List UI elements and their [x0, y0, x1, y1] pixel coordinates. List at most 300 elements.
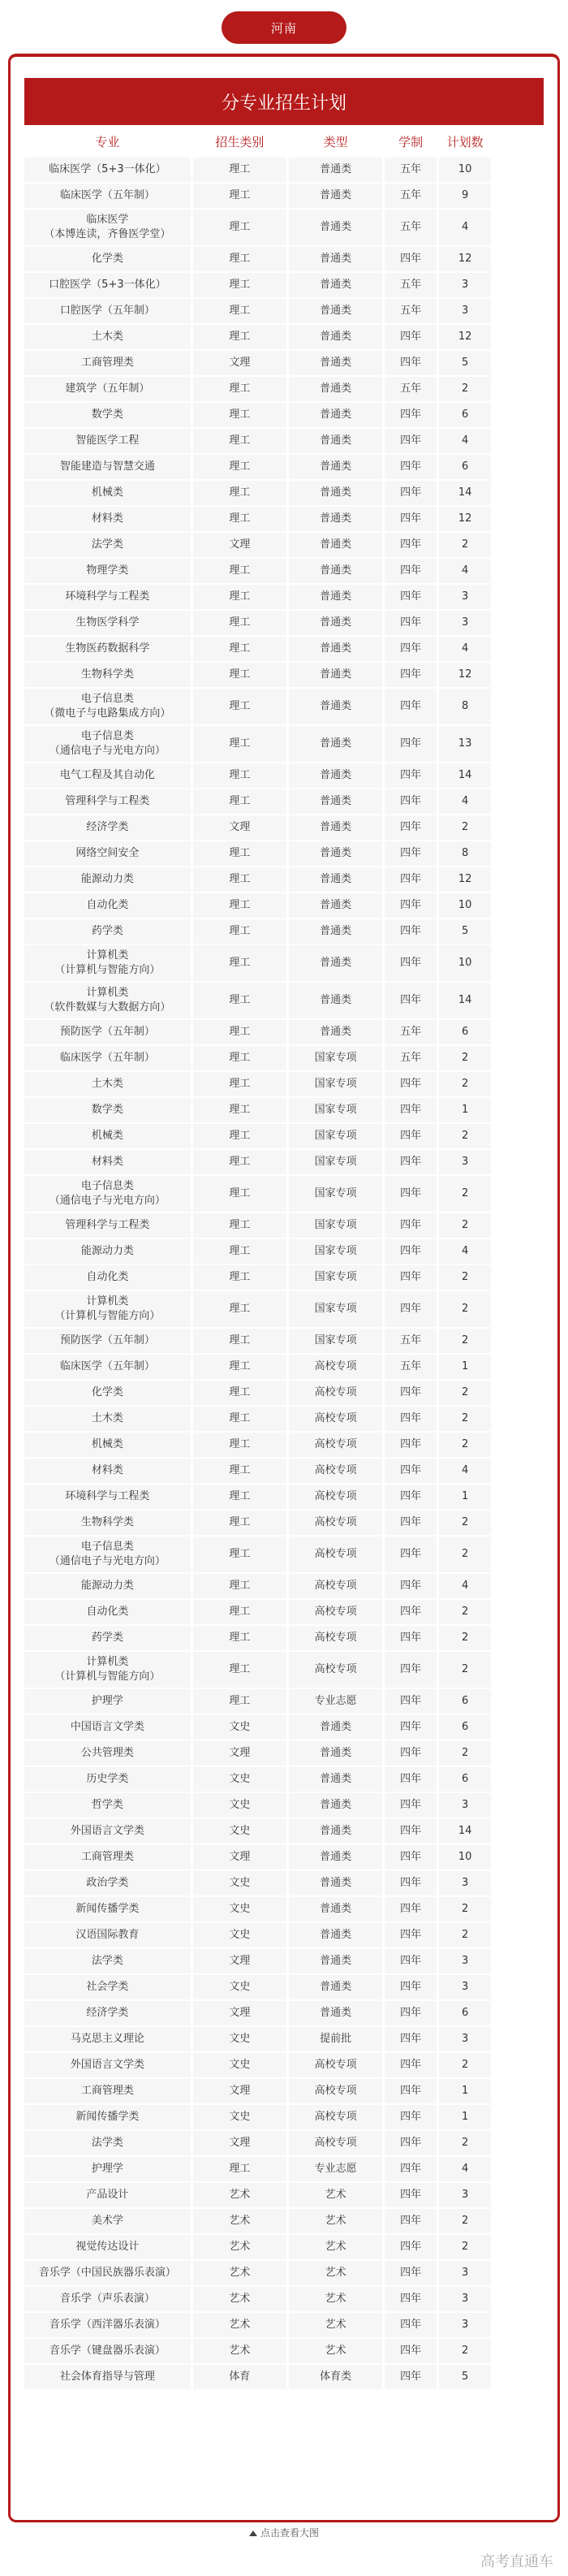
cell-duration: 四年: [385, 1098, 437, 1122]
cell-major: 计算机类 （计算机与智能方向）: [24, 1652, 191, 1688]
cell-category: 理工: [193, 1626, 286, 1650]
cell-quota: 4: [439, 559, 491, 583]
cell-type: 普通类: [289, 429, 382, 453]
cell-quota: 4: [439, 1239, 491, 1264]
cell-type: 普通类: [289, 611, 382, 635]
cell-category: 理工: [193, 429, 286, 453]
cell-quota: 2: [439, 533, 491, 557]
cell-duration: 四年: [385, 1600, 437, 1624]
table-row: [24, 1793, 544, 1819]
cell-quota: 10: [439, 158, 491, 182]
table-row: [24, 1407, 544, 1433]
cell-category: 理工: [193, 1329, 286, 1353]
cell-quota: 12: [439, 507, 491, 531]
cell-category: 理工: [193, 1537, 286, 1572]
cell-major: 材料类: [24, 1459, 191, 1483]
cell-duration: 四年: [385, 893, 437, 918]
cell-duration: 四年: [385, 1291, 437, 1327]
cell-type: 普通类: [289, 210, 382, 245]
cell-quota: 2: [439, 1433, 491, 1457]
cell-category: 文史: [193, 1793, 286, 1817]
cell-category: 理工: [193, 299, 286, 323]
cell-type: 普通类: [289, 919, 382, 944]
cell-type: 艺术: [289, 2287, 382, 2311]
cell-duration: 四年: [385, 429, 437, 453]
cell-type: 普通类: [289, 585, 382, 609]
cell-type: 普通类: [289, 1923, 382, 1947]
cell-major: 临床医学（五年制）: [24, 1355, 191, 1379]
cell-major: 管理科学与工程类: [24, 1213, 191, 1238]
cell-major: 自动化类: [24, 1600, 191, 1624]
cell-quota: 8: [439, 841, 491, 866]
cell-type: 国家专项: [289, 1150, 382, 1174]
cell-quota: 3: [439, 1871, 491, 1895]
cell-type: 高校专项: [289, 2131, 382, 2155]
table-row: [24, 1767, 544, 1793]
table-row: [24, 273, 544, 299]
cell-major: 能源动力类: [24, 1574, 191, 1598]
cell-major: 法学类: [24, 1949, 191, 1973]
cell-category: 文理: [193, 1741, 286, 1766]
cell-quota: 5: [439, 351, 491, 375]
table-row: [24, 2001, 544, 2027]
cell-type: 普通类: [289, 1975, 382, 1999]
cell-type: 专业志愿: [289, 2157, 382, 2181]
cell-duration: 四年: [385, 663, 437, 687]
cell-duration: 四年: [385, 1176, 437, 1212]
cell-quota: 3: [439, 1949, 491, 1973]
cell-type: 国家专项: [289, 1098, 382, 1122]
cell-duration: 四年: [385, 815, 437, 840]
cell-type: 普通类: [289, 247, 382, 271]
table-row: [24, 2287, 544, 2313]
cell-category: 理工: [193, 841, 286, 866]
cell-category: 文理: [193, 2001, 286, 2025]
cell-type: 普通类: [289, 1715, 382, 1740]
col-quota: 计划数: [446, 134, 484, 149]
cell-type: 国家专项: [289, 1124, 382, 1148]
cell-duration: 五年: [385, 1046, 437, 1070]
cell-type: 国家专项: [289, 1046, 382, 1070]
cell-quota: 3: [439, 585, 491, 609]
cell-type: 普通类: [289, 559, 382, 583]
cell-major: 土木类: [24, 325, 191, 349]
cell-quota: 3: [439, 1793, 491, 1817]
cell-major: 临床医学（五年制）: [24, 184, 191, 208]
cell-major: 环境科学与工程类: [24, 1485, 191, 1509]
cell-duration: 四年: [385, 689, 437, 724]
cell-quota: 2: [439, 1329, 491, 1353]
table-row: [24, 247, 544, 273]
cell-category: 理工: [193, 1652, 286, 1688]
cell-quota: 2: [439, 2235, 491, 2259]
cell-type: 高校专项: [289, 1381, 382, 1405]
table-row: [24, 1715, 544, 1741]
cell-quota: 14: [439, 481, 491, 505]
table-row: [24, 559, 544, 585]
cell-duration: 四年: [385, 2209, 437, 2233]
cell-major: 管理科学与工程类: [24, 789, 191, 814]
cell-major: 护理学: [24, 2157, 191, 2181]
cell-category: 理工: [193, 1433, 286, 1457]
cell-quota: 2: [439, 2209, 491, 2233]
province-tab[interactable]: 河南: [222, 11, 346, 44]
cell-type: 国家专项: [289, 1291, 382, 1327]
cell-major: 临床医学（5+3一体化）: [24, 158, 191, 182]
table-row: [24, 2365, 544, 2391]
cell-major: 电子信息类 （通信电子与光电方向）: [24, 726, 191, 762]
cell-duration: 四年: [385, 247, 437, 271]
cell-duration: 五年: [385, 210, 437, 245]
table-row: [24, 1949, 544, 1975]
cell-quota: 12: [439, 663, 491, 687]
cell-quota: 12: [439, 325, 491, 349]
cell-quota: 2: [439, 377, 491, 401]
cell-major: 政治学类: [24, 1871, 191, 1895]
table-row: [24, 2105, 544, 2131]
cell-type: 艺术: [289, 2183, 382, 2207]
cell-major: 化学类: [24, 1381, 191, 1405]
cell-duration: 五年: [385, 184, 437, 208]
cell-category: 理工: [193, 637, 286, 661]
cell-major: 土木类: [24, 1072, 191, 1096]
cell-major: 口腔医学（五年制）: [24, 299, 191, 323]
cell-major: 法学类: [24, 2131, 191, 2155]
cell-duration: 四年: [385, 351, 437, 375]
cell-type: 普通类: [289, 637, 382, 661]
cell-quota: 2: [439, 1046, 491, 1070]
cell-type: 普通类: [289, 184, 382, 208]
cell-type: 普通类: [289, 533, 382, 557]
table-row: [24, 611, 544, 637]
cell-duration: 五年: [385, 1020, 437, 1044]
cell-quota: 2: [439, 1381, 491, 1405]
cell-quota: 2: [439, 1897, 491, 1921]
cell-duration: 四年: [385, 1923, 437, 1947]
cell-major: 药学类: [24, 1626, 191, 1650]
cell-major: 生物医学科学: [24, 611, 191, 635]
cell-quota: 3: [439, 2313, 491, 2337]
cell-major: 自动化类: [24, 1265, 191, 1290]
cell-duration: 四年: [385, 2235, 437, 2259]
cell-major: 药学类: [24, 919, 191, 944]
cell-quota: 6: [439, 1689, 491, 1714]
cell-duration: 四年: [385, 945, 437, 981]
cell-category: 理工: [193, 919, 286, 944]
table-row: [24, 983, 544, 1020]
cell-duration: 四年: [385, 2287, 437, 2311]
cell-duration: 四年: [385, 1433, 437, 1457]
cell-type: 普通类: [289, 1897, 382, 1921]
cell-major: 能源动力类: [24, 867, 191, 892]
cell-type: 普通类: [289, 325, 382, 349]
cell-major: 新闻传播学类: [24, 2105, 191, 2129]
table-row: [24, 1329, 544, 1355]
table-row: [24, 585, 544, 611]
cell-type: 普通类: [289, 158, 382, 182]
cell-duration: 四年: [385, 1124, 437, 1148]
cell-quota: 10: [439, 945, 491, 981]
cell-category: 理工: [193, 1150, 286, 1174]
table-row: [24, 1098, 544, 1124]
cell-type: 普通类: [289, 1949, 382, 1973]
cell-major: 环境科学与工程类: [24, 585, 191, 609]
cell-duration: 四年: [385, 726, 437, 762]
cell-quota: 6: [439, 1767, 491, 1792]
cell-type: 普通类: [289, 403, 382, 427]
cell-duration: 四年: [385, 559, 437, 583]
cell-type: 高校专项: [289, 1537, 382, 1572]
cell-category: 理工: [193, 1459, 286, 1483]
table-header: [24, 125, 544, 158]
cell-major: 计算机类 （计算机与智能方向）: [24, 1291, 191, 1327]
cell-category: 文理: [193, 351, 286, 375]
cell-duration: 四年: [385, 1459, 437, 1483]
table-row: [24, 1897, 544, 1923]
cell-category: 理工: [193, 1072, 286, 1096]
table-row: [24, 1459, 544, 1485]
cell-duration: 四年: [385, 2131, 437, 2155]
cell-duration: 四年: [385, 2313, 437, 2337]
cell-major: 电气工程及其自动化: [24, 763, 191, 788]
cell-duration: 四年: [385, 2157, 437, 2181]
table-row: [24, 1239, 544, 1265]
cell-quota: 6: [439, 1020, 491, 1044]
cell-category: 文理: [193, 2131, 286, 2155]
cell-category: 文史: [193, 1871, 286, 1895]
cell-duration: 四年: [385, 1537, 437, 1572]
cell-major: 数学类: [24, 1098, 191, 1122]
cell-duration: 四年: [385, 533, 437, 557]
cell-quota: 4: [439, 2157, 491, 2181]
table-row: [24, 210, 544, 247]
cell-type: 普通类: [289, 983, 382, 1018]
cell-duration: 四年: [385, 763, 437, 788]
cell-major: 外国语言文学类: [24, 2053, 191, 2077]
cell-type: 国家专项: [289, 1329, 382, 1353]
cell-duration: 四年: [385, 1265, 437, 1290]
cell-major: 预防医学（五年制）: [24, 1329, 191, 1353]
cell-duration: 五年: [385, 273, 437, 297]
cell-major: 产品设计: [24, 2183, 191, 2207]
cell-type: 普通类: [289, 507, 382, 531]
cell-major: 法学类: [24, 533, 191, 557]
cell-major: 音乐学（声乐表演）: [24, 2287, 191, 2311]
table-row: [24, 1291, 544, 1329]
cell-major: 建筑学（五年制）: [24, 377, 191, 401]
cell-major: 音乐学（西洋器乐表演）: [24, 2313, 191, 2337]
table-row: [24, 2209, 544, 2235]
cell-category: 理工: [193, 403, 286, 427]
cell-type: 普通类: [289, 1767, 382, 1792]
cell-major: 经济学类: [24, 815, 191, 840]
cell-duration: 四年: [385, 983, 437, 1018]
cell-type: 普通类: [289, 841, 382, 866]
cell-quota: 2: [439, 1511, 491, 1535]
cell-quota: 3: [439, 2261, 491, 2285]
cell-duration: 四年: [385, 2053, 437, 2077]
cell-quota: 2: [439, 1124, 491, 1148]
table-row: [24, 2183, 544, 2209]
cell-quota: 10: [439, 1845, 491, 1869]
cell-category: 理工: [193, 726, 286, 762]
cell-major: 哲学类: [24, 1793, 191, 1817]
cell-category: 文史: [193, 1819, 286, 1843]
cell-category: 理工: [193, 507, 286, 531]
cell-category: 理工: [193, 663, 286, 687]
cell-quota: 3: [439, 1975, 491, 1999]
col-major: 专业: [95, 134, 120, 149]
table-row: [24, 841, 544, 867]
table-row: [24, 1176, 544, 1213]
cell-quota: 2: [439, 2131, 491, 2155]
cell-type: 高校专项: [289, 1485, 382, 1509]
cell-quota: 3: [439, 611, 491, 635]
cell-major: 材料类: [24, 507, 191, 531]
cell-category: 理工: [193, 1511, 286, 1535]
table-row: [24, 533, 544, 559]
cell-type: 普通类: [289, 1020, 382, 1044]
cell-quota: 2: [439, 1213, 491, 1238]
cell-duration: 五年: [385, 1355, 437, 1379]
cell-duration: 四年: [385, 585, 437, 609]
cell-duration: 四年: [385, 2001, 437, 2025]
table-row: [24, 689, 544, 726]
cell-category: 文史: [193, 2105, 286, 2129]
cell-duration: 五年: [385, 1329, 437, 1353]
cell-type: 普通类: [289, 815, 382, 840]
table-row: [24, 1975, 544, 2001]
cell-type: 普通类: [289, 726, 382, 762]
cell-major: 马克思主义理论: [24, 2027, 191, 2051]
table-row: [24, 184, 544, 210]
cell-major: 材料类: [24, 1150, 191, 1174]
cell-duration: 四年: [385, 1150, 437, 1174]
cell-major: 计算机类 （软件数媒与大数据方向）: [24, 983, 191, 1018]
cell-category: 艺术: [193, 2235, 286, 2259]
cell-category: 文史: [193, 2027, 286, 2051]
cell-duration: 四年: [385, 2079, 437, 2103]
cell-duration: 四年: [385, 2027, 437, 2051]
table-row: [24, 1265, 544, 1291]
cell-type: 国家专项: [289, 1072, 382, 1096]
table-row: [24, 893, 544, 919]
cell-duration: 四年: [385, 2261, 437, 2285]
cell-category: 文理: [193, 815, 286, 840]
cell-category: 理工: [193, 325, 286, 349]
cell-major: 电子信息类 （通信电子与光电方向）: [24, 1176, 191, 1212]
cell-category: 理工: [193, 1407, 286, 1431]
cell-category: 艺术: [193, 2339, 286, 2363]
table-row: [24, 1819, 544, 1845]
cell-quota: 2: [439, 1537, 491, 1572]
table-row: [24, 2339, 544, 2365]
table-row: [24, 1150, 544, 1176]
cell-type: 普通类: [289, 867, 382, 892]
cell-category: 理工: [193, 1020, 286, 1044]
col-category: 招生类别: [215, 134, 265, 149]
cell-category: 理工: [193, 481, 286, 505]
table-row: [24, 1626, 544, 1652]
cell-type: 高校专项: [289, 2105, 382, 2129]
cell-quota: 3: [439, 2287, 491, 2311]
plan-table: [24, 158, 544, 2391]
cell-category: 理工: [193, 2157, 286, 2181]
table-row: [24, 1741, 544, 1767]
cell-category: 理工: [193, 559, 286, 583]
table-row: [24, 351, 544, 377]
cell-category: 理工: [193, 1485, 286, 1509]
cell-duration: 四年: [385, 2339, 437, 2363]
cell-category: 文理: [193, 533, 286, 557]
cell-major: 临床医学 （本博连读，齐鲁医学堂）: [24, 210, 191, 245]
table-row: [24, 1511, 544, 1537]
cell-major: 工商管理类: [24, 2079, 191, 2103]
cell-duration: 四年: [385, 1072, 437, 1096]
cell-quota: 6: [439, 2001, 491, 2025]
cell-major: 美术学: [24, 2209, 191, 2233]
cell-category: 文史: [193, 1897, 286, 1921]
cell-duration: 四年: [385, 1652, 437, 1688]
cell-major: 历史学类: [24, 1767, 191, 1792]
table-row: [24, 1574, 544, 1600]
cell-quota: 6: [439, 1715, 491, 1740]
cell-duration: 四年: [385, 1485, 437, 1509]
cell-type: 专业志愿: [289, 1689, 382, 1714]
cell-duration: 四年: [385, 2183, 437, 2207]
cell-category: 体育: [193, 2365, 286, 2389]
table-row: [24, 1213, 544, 1239]
cell-category: 文史: [193, 1715, 286, 1740]
cell-duration: 四年: [385, 1511, 437, 1535]
cell-quota: 6: [439, 403, 491, 427]
cell-category: 艺术: [193, 2261, 286, 2285]
cell-major: 工商管理类: [24, 1845, 191, 1869]
table-row: [24, 763, 544, 789]
table-row: [24, 2079, 544, 2105]
cell-category: 理工: [193, 1600, 286, 1624]
table-row: [24, 1355, 544, 1381]
cell-quota: 2: [439, 1741, 491, 1766]
cell-duration: 四年: [385, 919, 437, 944]
cell-type: 普通类: [289, 481, 382, 505]
table-row: [24, 1537, 544, 1574]
table-row: [24, 1871, 544, 1897]
cell-type: 艺术: [289, 2235, 382, 2259]
table-title: 分专业招生计划: [24, 78, 544, 125]
cell-major: 物理学类: [24, 559, 191, 583]
cell-major: 预防医学（五年制）: [24, 1020, 191, 1044]
table-row: [24, 663, 544, 689]
table-row: [24, 2053, 544, 2079]
cell-quota: 10: [439, 893, 491, 918]
cell-major: 临床医学（五年制）: [24, 1046, 191, 1070]
cell-major: 音乐学（中国民族器乐表演）: [24, 2261, 191, 2285]
view-large-hint[interactable]: [0, 2526, 568, 2544]
cell-type: 普通类: [289, 1871, 382, 1895]
cell-type: 普通类: [289, 1793, 382, 1817]
cell-major: 音乐学（键盘器乐表演）: [24, 2339, 191, 2363]
cell-major: 汉语国际教育: [24, 1923, 191, 1947]
cell-type: 普通类: [289, 377, 382, 401]
cell-duration: 四年: [385, 1381, 437, 1405]
cell-category: 理工: [193, 789, 286, 814]
cell-duration: 四年: [385, 1949, 437, 1973]
cell-duration: 四年: [385, 2365, 437, 2389]
cell-type: 体育类: [289, 2365, 382, 2389]
cell-major: 新闻传播学类: [24, 1897, 191, 1921]
cell-category: 文理: [193, 2079, 286, 2103]
